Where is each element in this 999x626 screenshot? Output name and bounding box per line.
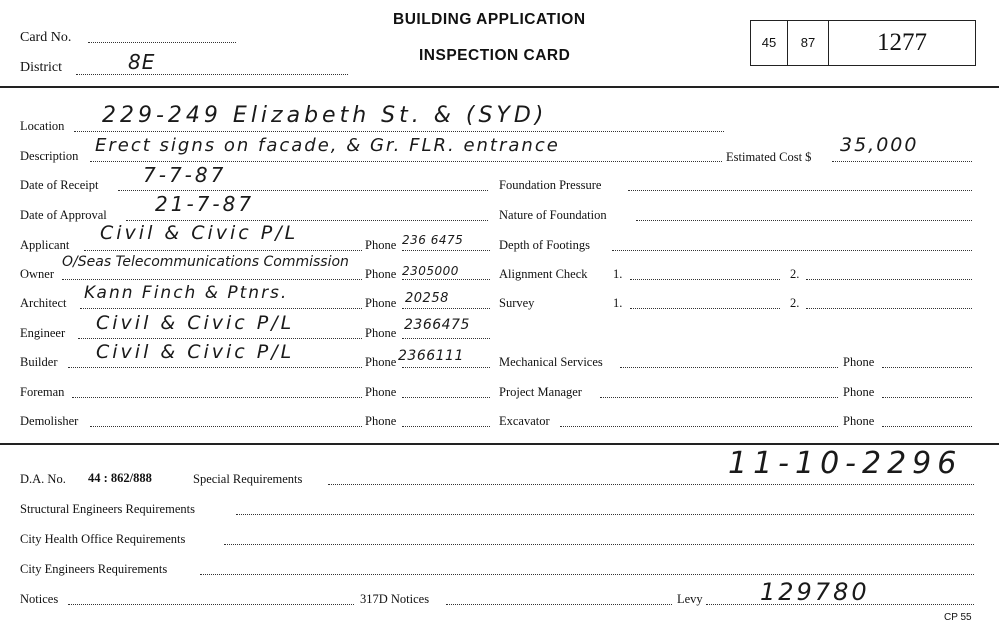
date-of-receipt-value: 7-7-87 — [143, 163, 227, 187]
engineer-label: Engineer — [20, 326, 66, 340]
317d-notices-field[interactable] — [446, 604, 672, 605]
date-of-receipt-field[interactable] — [118, 190, 488, 191]
owner-value: O/Seas Telecommunications Commission — [62, 254, 349, 270]
project-manager-phone-field[interactable] — [882, 397, 972, 398]
date-of-approval-field[interactable] — [126, 220, 488, 221]
engineer-value: Civil & Civic P/L — [96, 312, 295, 334]
survey-mark-2: 2. — [790, 296, 800, 310]
date-of-approval-label: Date of Approval — [20, 208, 107, 222]
applicant-field[interactable] — [84, 250, 362, 251]
owner-phone-value: 2305000 — [402, 264, 459, 278]
excavator-field[interactable] — [560, 426, 838, 427]
alignment-check-field-2[interactable] — [806, 279, 972, 280]
location-value: 229-249 Elizabeth St. & (SYD) — [102, 103, 548, 128]
district-value: 8E — [128, 50, 156, 74]
architect-phone-value: 20258 — [405, 291, 449, 306]
project-manager-label: Project Manager — [499, 385, 582, 399]
levy-label: Levy — [677, 592, 703, 606]
demolisher-field[interactable] — [90, 426, 362, 427]
location-field[interactable] — [74, 131, 724, 132]
section-divider — [0, 443, 999, 445]
title-line-1: BUILDING APPLICATION — [393, 11, 586, 28]
builder-field[interactable] — [68, 367, 362, 368]
demolisher-phone-label: Phone — [365, 414, 397, 428]
excavator-label: Excavator — [499, 414, 550, 428]
alignment-check-label: Alignment Check — [499, 267, 588, 281]
excavator-phone-label: Phone — [843, 414, 875, 428]
builder-value: Civil & Civic P/L — [96, 341, 295, 363]
foundation-pressure-field[interactable] — [628, 190, 972, 191]
applicant-label: Applicant — [20, 238, 70, 252]
foreman-phone-label: Phone — [365, 385, 397, 399]
city-health-office-field[interactable] — [224, 544, 974, 545]
owner-field[interactable] — [62, 279, 362, 280]
description-label: Description — [20, 149, 79, 163]
mechanical-services-label: Mechanical Services — [499, 355, 603, 369]
applicant-value: Civil & Civic P/L — [100, 222, 299, 244]
builder-label: Builder — [20, 355, 58, 369]
structural-engineers-label: Structural Engineers Requirements — [20, 502, 195, 516]
levy-value: 129780 — [760, 578, 870, 606]
da-no-label: D.A. No. — [20, 472, 66, 486]
notices-field[interactable] — [68, 604, 354, 605]
owner-phone-label: Phone — [365, 267, 397, 281]
city-health-office-label: City Health Office Requirements — [20, 532, 186, 546]
project-manager-phone-label: Phone — [843, 385, 875, 399]
location-label: Location — [20, 119, 65, 133]
foreman-field[interactable] — [72, 397, 362, 398]
title-line-2: INSPECTION CARD — [419, 47, 571, 64]
foreman-label: Foreman — [20, 385, 65, 399]
demolisher-label: Demolisher — [20, 414, 79, 428]
form-code: CP 55 — [944, 612, 972, 623]
special-requirements-value: 11-10-2296 — [728, 446, 963, 481]
city-engineers-field[interactable] — [200, 574, 974, 575]
district-field[interactable] — [76, 74, 348, 75]
estimated-cost-value: 35,000 — [840, 134, 919, 156]
builder-phone-field[interactable] — [402, 367, 490, 368]
engineer-field[interactable] — [78, 338, 362, 339]
card-no-label: Card No. — [20, 30, 72, 45]
estimated-cost-field[interactable] — [832, 161, 972, 162]
applicant-phone-field[interactable] — [402, 250, 490, 251]
architect-value: Kann Finch & Ptnrs. — [84, 283, 289, 303]
engineer-phone-field[interactable] — [402, 338, 490, 339]
excavator-phone-field[interactable] — [882, 426, 972, 427]
card-number-box: 1277 — [828, 20, 976, 66]
structural-engineers-field[interactable] — [236, 514, 974, 515]
builder-phone-value: 2366111 — [398, 348, 464, 364]
owner-phone-field[interactable] — [402, 279, 490, 280]
317d-notices-label: 317D Notices — [360, 592, 430, 606]
city-engineers-label: City Engineers Requirements — [20, 562, 168, 576]
owner-label: Owner — [20, 267, 55, 281]
builder-phone-label: Phone — [365, 355, 397, 369]
depth-of-footings-label: Depth of Footings — [499, 238, 590, 252]
architect-phone-field[interactable] — [402, 308, 490, 309]
district-label: District — [20, 60, 62, 75]
engineer-phone-label: Phone — [365, 326, 397, 340]
description-value: Erect signs on facade, & Gr. FLR. entrance — [95, 135, 560, 156]
alignment-check-mark-1: 1. — [613, 267, 623, 281]
header-divider — [0, 86, 999, 88]
applicant-phone-label: Phone — [365, 238, 397, 252]
alignment-check-field-1[interactable] — [630, 279, 780, 280]
mechanical-services-field[interactable] — [620, 367, 838, 368]
estimated-cost-label: Estimated Cost $ — [726, 150, 812, 164]
applicant-phone-value: 236 6475 — [402, 233, 464, 247]
card-box-a: 45 — [750, 20, 788, 66]
depth-of-footings-field[interactable] — [612, 250, 972, 251]
da-no-value: 44 : 862/888 — [88, 471, 152, 485]
card-box-b: 87 — [787, 20, 829, 66]
project-manager-field[interactable] — [600, 397, 838, 398]
mechanical-services-phone-label: Phone — [843, 355, 875, 369]
description-field[interactable] — [90, 161, 722, 162]
date-of-approval-value: 21-7-87 — [155, 192, 255, 216]
notices-label: Notices — [20, 592, 59, 606]
alignment-check-mark-2: 2. — [790, 267, 800, 281]
engineer-phone-value: 2366475 — [404, 317, 470, 333]
architect-label: Architect — [20, 296, 67, 310]
demolisher-phone-field[interactable] — [402, 426, 490, 427]
survey-field-2[interactable] — [806, 308, 972, 309]
nature-of-foundation-field[interactable] — [636, 220, 972, 221]
special-requirements-label: Special Requirements — [193, 472, 303, 486]
foundation-pressure-label: Foundation Pressure — [499, 178, 602, 192]
mechanical-services-phone-field[interactable] — [882, 367, 972, 368]
card-no-field[interactable] — [88, 42, 236, 43]
architect-phone-label: Phone — [365, 296, 397, 310]
survey-mark-1: 1. — [613, 296, 623, 310]
date-of-receipt-label: Date of Receipt — [20, 178, 99, 192]
survey-label: Survey — [499, 296, 535, 310]
architect-field[interactable] — [80, 308, 362, 309]
foreman-phone-field[interactable] — [402, 397, 490, 398]
survey-field-1[interactable] — [630, 308, 780, 309]
nature-of-foundation-label: Nature of Foundation — [499, 208, 607, 222]
special-requirements-field[interactable] — [328, 484, 974, 485]
